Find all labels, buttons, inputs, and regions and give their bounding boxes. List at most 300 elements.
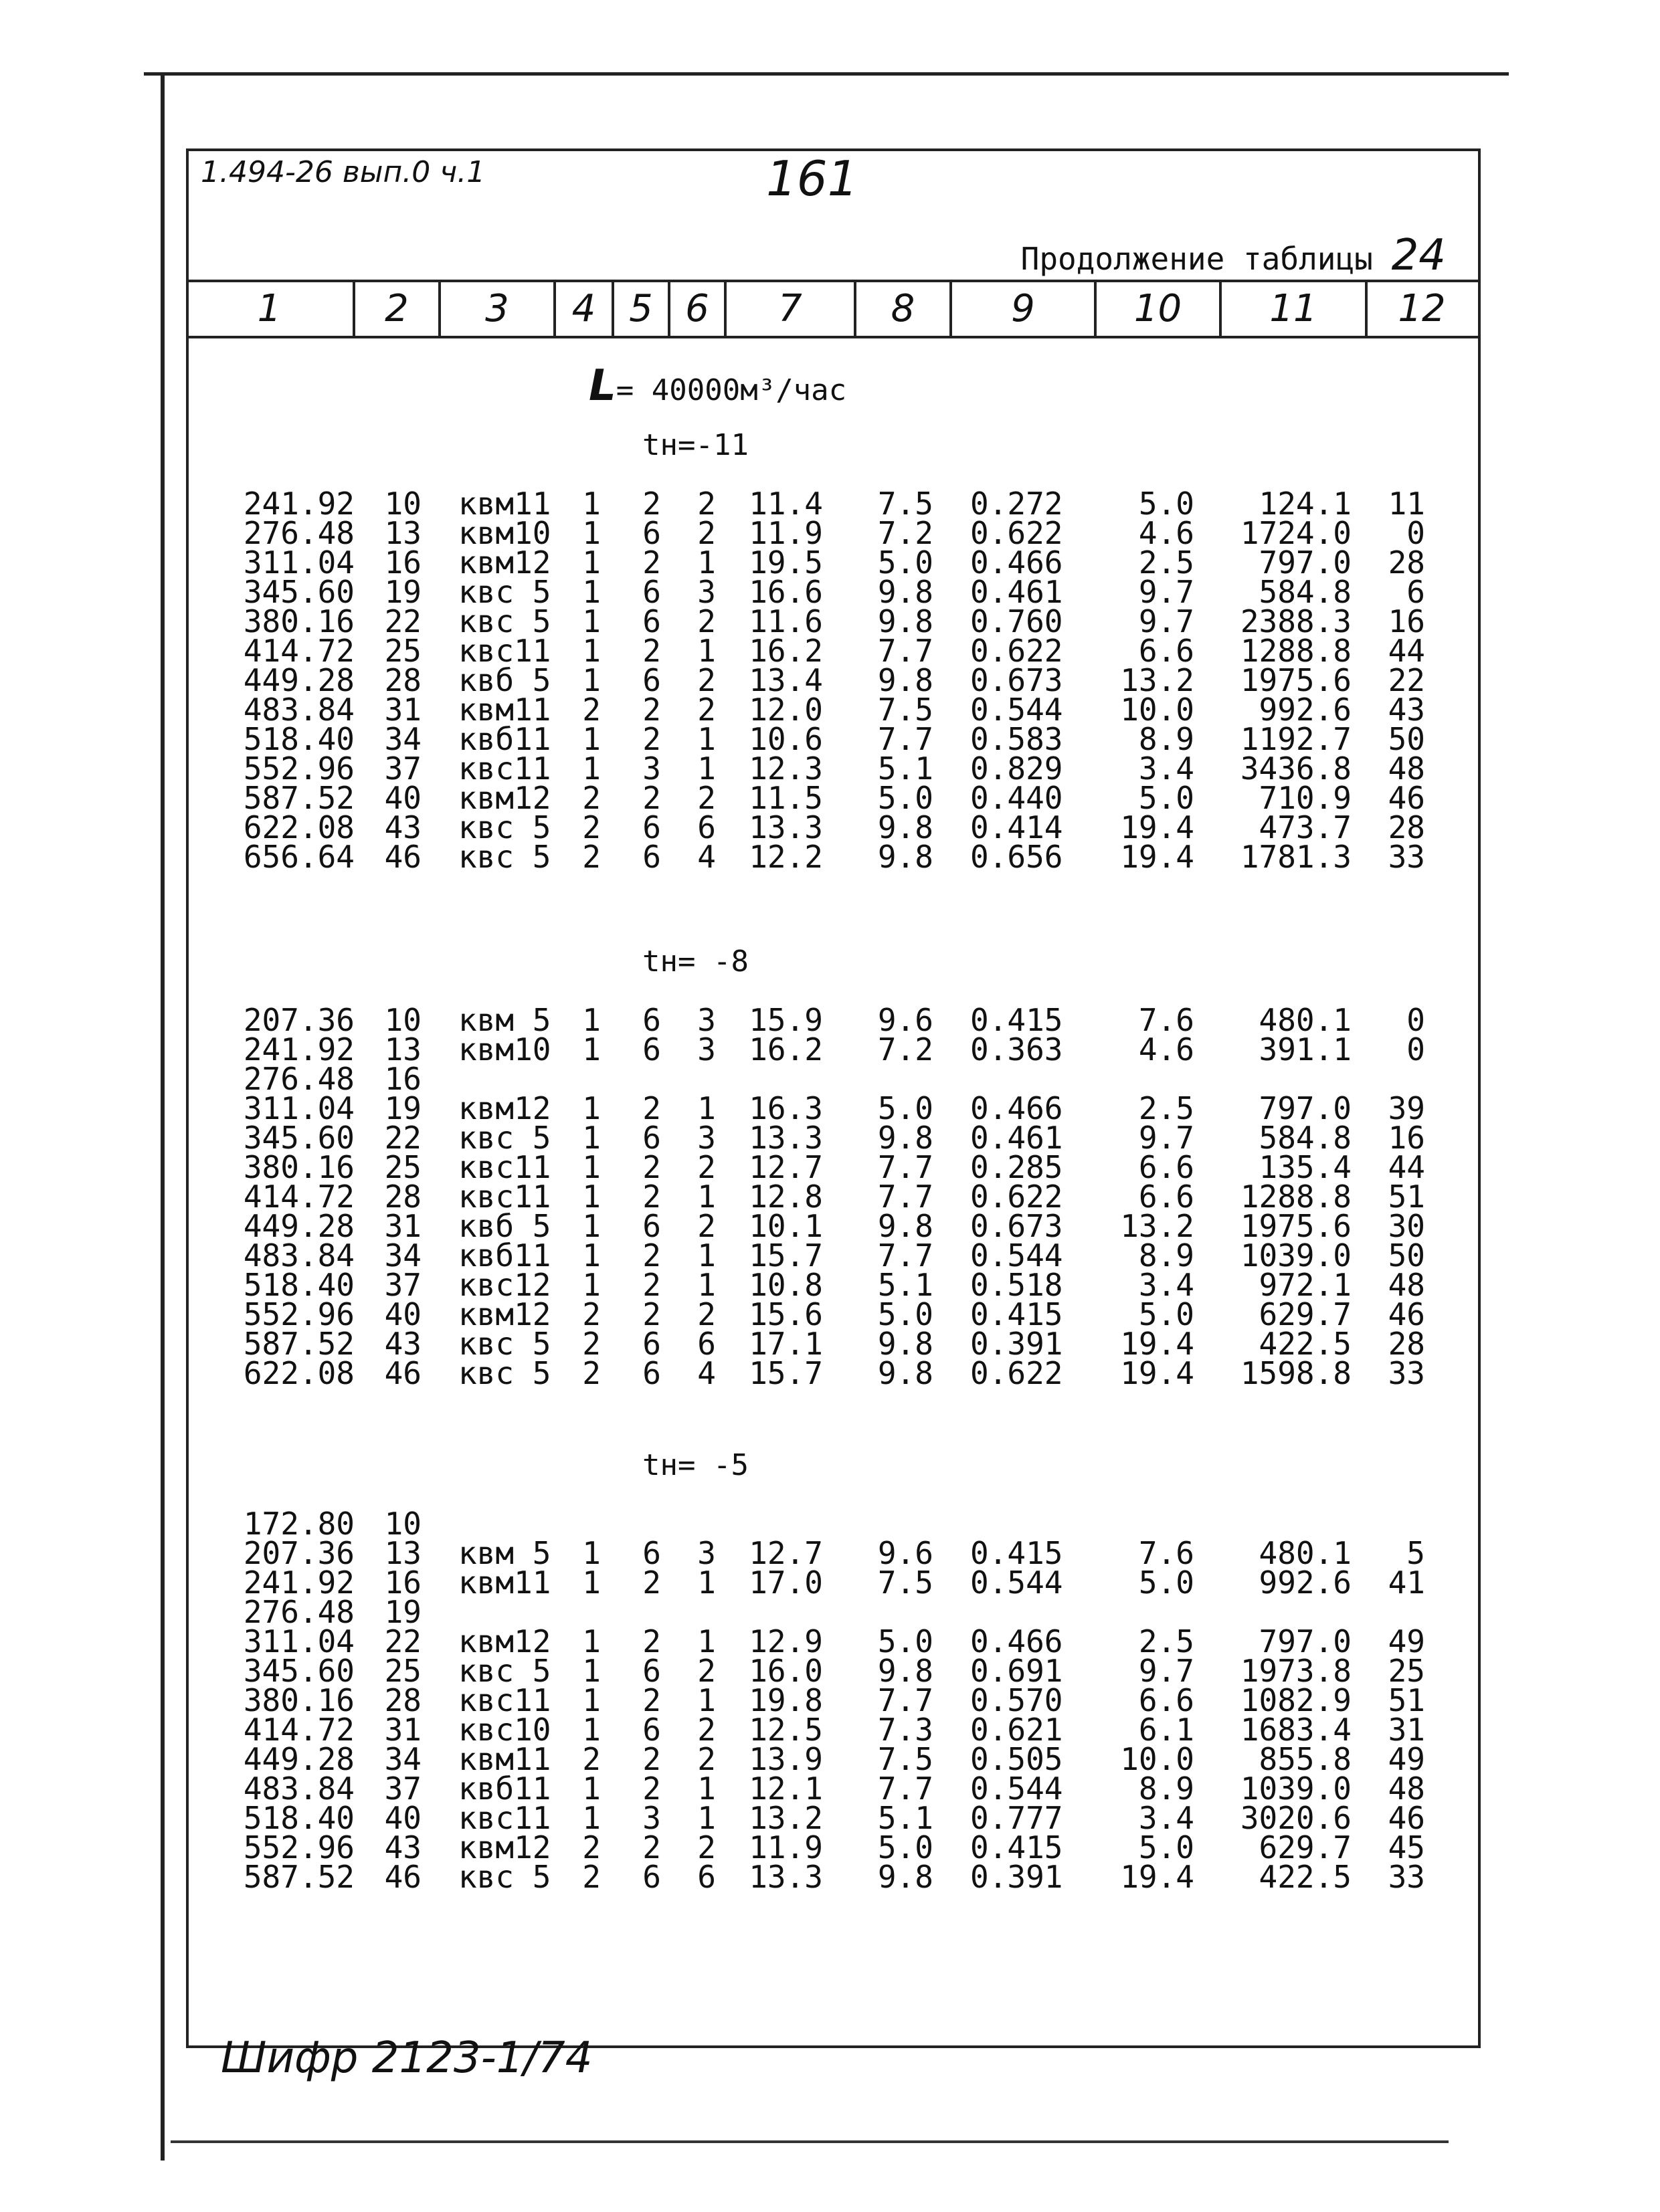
table-cell-col-2: 16	[384, 1565, 422, 1601]
table-cell-col-8: 9.8	[877, 1208, 933, 1244]
table-cell-col-10: 3.4	[1138, 1800, 1194, 1836]
table-cell-col-6: 2	[697, 662, 716, 698]
table-cell-col-7: 16.0	[749, 1653, 823, 1689]
table-cell-col-3: квб 5	[458, 1208, 551, 1244]
table-cell-col-6: 2	[697, 1149, 716, 1185]
table-cell-col-2: 19	[384, 1090, 422, 1126]
table-cell-col-3: квм10	[458, 515, 551, 551]
continuation-caption	[1021, 231, 1446, 280]
table-cell-col-9: 0.415	[970, 1002, 1063, 1038]
table-cell-col-12: 45	[1388, 1829, 1425, 1866]
table-cell-col-8: 7.2	[877, 515, 933, 551]
table-cell-col-10: 6.6	[1138, 1179, 1194, 1215]
table-cell-col-11: 1973.8	[1240, 1653, 1352, 1689]
table-cell-col-7: 19.8	[749, 1682, 823, 1718]
table-cell-col-10: 9.7	[1138, 603, 1194, 639]
table-cell-col-3: квс 5	[458, 1859, 551, 1895]
table-cell-col-6: 3	[697, 574, 716, 610]
table-cell-col-3: квс 5	[458, 574, 551, 610]
table-title	[589, 361, 846, 411]
table-cell-col-8: 7.7	[877, 1179, 933, 1215]
table-cell-col-6: 3	[697, 1535, 716, 1571]
table-cell-col-12: 41	[1388, 1565, 1425, 1601]
table-cell-col-12: 30	[1388, 1208, 1425, 1244]
table-cell-col-7: 16.2	[749, 633, 823, 669]
table-cell-col-6: 1	[697, 1623, 716, 1660]
table-cell-col-11: 391.1	[1259, 1031, 1352, 1068]
table-cell-col-6: 2	[697, 486, 716, 522]
table-cell-col-6: 6	[697, 1859, 716, 1895]
table-cell-col-12: 43	[1388, 692, 1425, 728]
table-cell-col-3: квм11	[458, 1565, 551, 1601]
table-cell-col-3: квс10	[458, 1712, 551, 1748]
table-cell-col-9: 0.544	[970, 1237, 1063, 1274]
table-cell-col-2: 46	[384, 1355, 422, 1391]
table-cell-col-1: 587.52	[243, 1326, 355, 1362]
table-cell-col-7: 10.6	[749, 721, 823, 757]
table-cell-col-12: 49	[1388, 1741, 1425, 1777]
table-cell-col-10: 6.6	[1138, 633, 1194, 669]
table-cell-col-1: 380.16	[243, 603, 355, 639]
header-col-3: 3	[441, 282, 556, 336]
table-cell-col-5: 2	[642, 721, 661, 757]
table-cell-col-11: 2388.3	[1240, 603, 1352, 639]
table-cell-col-2: 22	[384, 1623, 422, 1660]
table-cell-col-4: 1	[582, 574, 601, 610]
table-cell-col-5: 2	[642, 1771, 661, 1807]
table-cell-col-5: 6	[642, 839, 661, 875]
table-cell-col-11: 797.0	[1259, 544, 1352, 581]
table-cell-col-11: 992.6	[1259, 1565, 1352, 1601]
table-cell-col-1: 276.48	[243, 515, 355, 551]
table-cell-col-9: 0.272	[970, 486, 1063, 522]
table-cell-col-1: 241.92	[243, 1565, 355, 1601]
table-cell-col-6: 3	[697, 1031, 716, 1068]
table-cell-col-6: 1	[697, 544, 716, 581]
table-cell-col-5: 6	[642, 574, 661, 610]
table-cell-col-9: 0.673	[970, 1208, 1063, 1244]
table-cell-col-7: 12.5	[749, 1712, 823, 1748]
table-cell-col-9: 0.691	[970, 1653, 1063, 1689]
table-cell-col-8: 7.3	[877, 1712, 933, 1748]
table-cell-col-5: 6	[642, 1002, 661, 1038]
table-cell-col-1: 449.28	[243, 1208, 355, 1244]
table-cell-col-2: 10	[384, 1506, 422, 1542]
table-cell-col-4: 1	[582, 1090, 601, 1126]
table-cell-col-10: 8.9	[1138, 1237, 1194, 1274]
table-cell-col-11: 473.7	[1259, 809, 1352, 845]
table-row	[0, 1859, 1660, 1895]
table-cell-col-4: 1	[582, 1149, 601, 1185]
table-cell-col-4: 1	[582, 750, 601, 787]
table-cell-col-1: 552.96	[243, 1296, 355, 1332]
table-cell-col-12: 31	[1388, 1712, 1425, 1748]
table-row	[0, 1355, 1660, 1391]
table-cell-col-3: квм12	[458, 1829, 551, 1866]
table-cell-col-10: 5.0	[1138, 780, 1194, 816]
table-cell-col-5: 6	[642, 809, 661, 845]
table-cell-col-11: 584.8	[1259, 1120, 1352, 1156]
table-cell-col-9: 0.505	[970, 1741, 1063, 1777]
table-cell-col-4: 1	[582, 1179, 601, 1215]
table-cell-col-9: 0.415	[970, 1829, 1063, 1866]
table-cell-col-7: 11.6	[749, 603, 823, 639]
table-cell-col-2: 28	[384, 662, 422, 698]
table-cell-col-8: 7.5	[877, 692, 933, 728]
table-cell-col-9: 0.656	[970, 839, 1063, 875]
table-cell-col-4: 1	[582, 1031, 601, 1068]
table-cell-col-8: 5.0	[877, 780, 933, 816]
table-cell-col-1: 414.72	[243, 633, 355, 669]
table-cell-col-11: 855.8	[1259, 1741, 1352, 1777]
table-cell-col-5: 6	[642, 603, 661, 639]
table-cell-col-1: 345.60	[243, 574, 355, 610]
table-cell-col-5: 2	[642, 1179, 661, 1215]
table-cell-col-4: 1	[582, 1208, 601, 1244]
table-cell-col-8: 9.8	[877, 1326, 933, 1362]
table-cell-col-7: 15.7	[749, 1355, 823, 1391]
table-cell-col-3: квс 5	[458, 1653, 551, 1689]
table-cell-col-3: квб11	[458, 1771, 551, 1807]
table-cell-col-4: 1	[582, 721, 601, 757]
table-cell-col-5: 2	[642, 486, 661, 522]
table-cell-col-2: 37	[384, 1771, 422, 1807]
table-cell-col-6: 2	[697, 1208, 716, 1244]
table-cell-col-2: 16	[384, 544, 422, 581]
table-cell-col-12: 46	[1388, 1800, 1425, 1836]
table-cell-col-12: 50	[1388, 721, 1425, 757]
table-cell-col-11: 3020.6	[1240, 1800, 1352, 1836]
table-cell-col-6: 1	[697, 1267, 716, 1303]
table-cell-col-5: 6	[642, 1031, 661, 1068]
table-cell-col-1: 311.04	[243, 544, 355, 581]
table-cell-col-9: 0.544	[970, 1565, 1063, 1601]
table-cell-col-4: 2	[582, 809, 601, 845]
table-cell-col-4: 1	[582, 1120, 601, 1156]
table-cell-col-4: 2	[582, 1326, 601, 1362]
table-cell-col-10: 10.0	[1120, 1741, 1194, 1777]
table-cell-col-12: 16	[1388, 603, 1425, 639]
table-cell-col-4: 2	[582, 1859, 601, 1895]
flow-symbol: L	[589, 361, 616, 411]
table-cell-col-3: квс 5	[458, 839, 551, 875]
table-cell-col-8: 7.5	[877, 486, 933, 522]
table-cell-col-2: 16	[384, 1061, 422, 1097]
table-cell-col-9: 0.622	[970, 1355, 1063, 1391]
header-col-9: 9	[952, 282, 1097, 336]
document-reference-stamp: 1.494-26 вып.0 ч.1	[201, 155, 486, 189]
table-cell-col-12: 50	[1388, 1237, 1425, 1274]
table-cell-col-4: 1	[582, 1623, 601, 1660]
table-cell-col-12: 25	[1388, 1653, 1425, 1689]
table-cell-col-3: квм11	[458, 692, 551, 728]
table-cell-col-11: 1975.6	[1240, 1208, 1352, 1244]
table-cell-col-8: 9.8	[877, 662, 933, 698]
table-cell-col-11: 1288.8	[1240, 633, 1352, 669]
table-cell-col-10: 13.2	[1120, 662, 1194, 698]
table-cell-col-6: 2	[697, 1653, 716, 1689]
table-cell-col-9: 0.461	[970, 1120, 1063, 1156]
table-cell-col-2: 13	[384, 515, 422, 551]
table-cell-col-5: 2	[642, 780, 661, 816]
table-cell-col-2: 40	[384, 1296, 422, 1332]
table-cell-col-8: 5.1	[877, 750, 933, 787]
table-cell-col-9: 0.363	[970, 1031, 1063, 1068]
table-cell-col-11: 1598.8	[1240, 1355, 1352, 1391]
table-cell-col-10: 5.0	[1138, 1565, 1194, 1601]
table-cell-col-5: 2	[642, 1741, 661, 1777]
table-cell-col-7: 13.3	[749, 1120, 823, 1156]
table-cell-col-6: 1	[697, 1179, 716, 1215]
table-cell-col-6: 1	[697, 1682, 716, 1718]
table-cell-col-2: 40	[384, 1800, 422, 1836]
table-cell-col-3: квм 5	[458, 1535, 551, 1571]
table-cell-col-10: 19.4	[1120, 1355, 1194, 1391]
table-cell-col-2: 37	[384, 1267, 422, 1303]
table-cell-col-8: 7.7	[877, 1237, 933, 1274]
table-cell-col-1: 345.60	[243, 1653, 355, 1689]
table-cell-col-10: 9.7	[1138, 1120, 1194, 1156]
table-cell-col-4: 2	[582, 1829, 601, 1866]
table-cell-col-10: 5.0	[1138, 1829, 1194, 1866]
table-cell-col-2: 37	[384, 750, 422, 787]
table-cell-col-8: 5.1	[877, 1800, 933, 1836]
table-cell-col-7: 17.1	[749, 1326, 823, 1362]
table-cell-col-7: 10.8	[749, 1267, 823, 1303]
table-cell-col-1: 345.60	[243, 1120, 355, 1156]
section-label: tн= -5	[642, 1448, 749, 1482]
table-cell-col-4: 1	[582, 1002, 601, 1038]
table-cell-col-3: квм12	[458, 780, 551, 816]
table-cell-col-3: квб 5	[458, 662, 551, 698]
table-cell-col-7: 13.4	[749, 662, 823, 698]
table-cell-col-3: квс11	[458, 633, 551, 669]
table-cell-col-9: 0.570	[970, 1682, 1063, 1718]
table-cell-col-6: 6	[697, 1326, 716, 1362]
table-cell-col-6: 1	[697, 1771, 716, 1807]
table-cell-col-5: 3	[642, 1800, 661, 1836]
table-cell-col-7: 12.3	[749, 750, 823, 787]
page-number: 161	[766, 150, 858, 207]
table-cell-col-10: 9.7	[1138, 1653, 1194, 1689]
table-cell-col-1: 483.84	[243, 1771, 355, 1807]
table-cell-col-5: 6	[642, 1712, 661, 1748]
table-cell-col-7: 16.2	[749, 1031, 823, 1068]
table-cell-col-11: 422.5	[1259, 1326, 1352, 1362]
table-cell-col-9: 0.622	[970, 633, 1063, 669]
table-cell-col-5: 6	[642, 1653, 661, 1689]
table-cell-col-4: 1	[582, 633, 601, 669]
table-cell-col-2: 40	[384, 780, 422, 816]
table-cell-col-2: 13	[384, 1535, 422, 1571]
table-cell-col-1: 518.40	[243, 1267, 355, 1303]
table-cell-col-12: 16	[1388, 1120, 1425, 1156]
table-cell-col-9: 0.673	[970, 662, 1063, 698]
table-cell-col-4: 1	[582, 1535, 601, 1571]
header-col-10: 10	[1097, 282, 1222, 336]
table-cell-col-1: 518.40	[243, 1800, 355, 1836]
table-cell-col-9: 0.518	[970, 1267, 1063, 1303]
table-cell-col-10: 5.0	[1138, 1296, 1194, 1332]
table-cell-col-9: 0.777	[970, 1800, 1063, 1836]
table-cell-col-9: 0.461	[970, 574, 1063, 610]
table-cell-col-9: 0.621	[970, 1712, 1063, 1748]
table-cell-col-2: 43	[384, 1326, 422, 1362]
table-cell-col-8: 7.5	[877, 1565, 933, 1601]
table-cell-col-1: 622.08	[243, 1355, 355, 1391]
table-cell-col-1: 311.04	[243, 1623, 355, 1660]
table-cell-col-4: 1	[582, 1682, 601, 1718]
table-cell-col-1: 414.72	[243, 1712, 355, 1748]
table-cell-col-3: квс11	[458, 1800, 551, 1836]
table-cell-col-6: 2	[697, 1712, 716, 1748]
table-cell-col-10: 7.6	[1138, 1535, 1194, 1571]
table-cell-col-1: 552.96	[243, 750, 355, 787]
table-cell-col-4: 1	[582, 1771, 601, 1807]
table-cell-col-8: 9.8	[877, 809, 933, 845]
table-cell-col-10: 2.5	[1138, 1623, 1194, 1660]
table-cell-col-7: 12.7	[749, 1535, 823, 1571]
table-cell-col-9: 0.285	[970, 1149, 1063, 1185]
table-cell-col-12: 6	[1406, 574, 1425, 610]
table-cell-col-3: квс11	[458, 1149, 551, 1185]
table-cell-col-4: 2	[582, 692, 601, 728]
table-cell-col-4: 1	[582, 1712, 601, 1748]
table-cell-col-8: 5.1	[877, 1267, 933, 1303]
table-cell-col-2: 19	[384, 574, 422, 610]
table-cell-col-8: 9.8	[877, 574, 933, 610]
table-cell-col-11: 629.7	[1259, 1296, 1352, 1332]
table-cell-col-6: 3	[697, 1120, 716, 1156]
table-cell-col-2: 46	[384, 839, 422, 875]
table-cell-col-8: 7.7	[877, 633, 933, 669]
table-cell-col-5: 2	[642, 544, 661, 581]
table-cell-col-6: 2	[697, 780, 716, 816]
table-cell-col-8: 5.0	[877, 544, 933, 581]
table-cell-col-10: 2.5	[1138, 1090, 1194, 1126]
table-cell-col-2: 10	[384, 486, 422, 522]
table-cell-col-1: 241.92	[243, 486, 355, 522]
flow-value: = 40000м³/час	[616, 373, 847, 407]
table-cell-col-12: 28	[1388, 544, 1425, 581]
header-col-8: 8	[856, 282, 952, 336]
table-cell-col-6: 2	[697, 1741, 716, 1777]
table-cell-col-8: 5.0	[877, 1090, 933, 1126]
table-cell-col-2: 34	[384, 1741, 422, 1777]
table-cell-col-7: 11.5	[749, 780, 823, 816]
table-cell-col-5: 6	[642, 1535, 661, 1571]
table-cell-col-3: квб11	[458, 721, 551, 757]
table-cell-col-8: 7.7	[877, 1771, 933, 1807]
table-cell-col-10: 7.6	[1138, 1002, 1194, 1038]
table-cell-col-11: 1192.7	[1240, 721, 1352, 757]
table-cell-col-11: 1683.4	[1240, 1712, 1352, 1748]
table-cell-col-11: 1288.8	[1240, 1179, 1352, 1215]
table-cell-col-2: 43	[384, 809, 422, 845]
table-cell-col-2: 13	[384, 1031, 422, 1068]
table-cell-col-8: 7.7	[877, 721, 933, 757]
table-cell-col-8: 9.8	[877, 1859, 933, 1895]
table-cell-col-2: 25	[384, 1149, 422, 1185]
table-cell-col-7: 12.9	[749, 1623, 823, 1660]
table-cell-col-9: 0.544	[970, 1771, 1063, 1807]
table-cell-col-3: квм11	[458, 1741, 551, 1777]
table-cell-col-9: 0.415	[970, 1535, 1063, 1571]
table-cell-col-7: 13.2	[749, 1800, 823, 1836]
table-cell-col-6: 4	[697, 1355, 716, 1391]
table-cell-col-3: квс 5	[458, 603, 551, 639]
table-cell-col-11: 1975.6	[1240, 662, 1352, 698]
table-cell-col-1: 622.08	[243, 809, 355, 845]
table-cell-col-2: 34	[384, 1237, 422, 1274]
table-cell-col-5: 6	[642, 515, 661, 551]
table-cell-col-3: квс 5	[458, 809, 551, 845]
table-cell-col-10: 5.0	[1138, 486, 1194, 522]
table-cell-col-7: 12.0	[749, 692, 823, 728]
table-cell-col-7: 10.1	[749, 1208, 823, 1244]
table-cell-col-4: 1	[582, 544, 601, 581]
table-cell-col-3: квм11	[458, 486, 551, 522]
table-cell-col-12: 0	[1406, 1031, 1425, 1068]
table-cell-col-3: квс 5	[458, 1355, 551, 1391]
table-cell-col-5: 6	[642, 1355, 661, 1391]
table-cell-col-11: 797.0	[1259, 1623, 1352, 1660]
table-cell-col-1: 587.52	[243, 780, 355, 816]
table-cell-col-4: 1	[582, 1237, 601, 1274]
table-cell-col-11: 584.8	[1259, 574, 1352, 610]
table-cell-col-11: 797.0	[1259, 1090, 1352, 1126]
table-cell-col-9: 0.391	[970, 1859, 1063, 1895]
table-cell-col-7: 15.7	[749, 1237, 823, 1274]
table-cell-col-10: 9.7	[1138, 574, 1194, 610]
table-cell-col-7: 17.0	[749, 1565, 823, 1601]
table-cell-col-9: 0.466	[970, 1090, 1063, 1126]
table-cell-col-1: 483.84	[243, 1237, 355, 1274]
outer-border-bottom	[171, 2140, 1449, 2143]
table-cell-col-3: квм12	[458, 544, 551, 581]
table-cell-col-2: 10	[384, 1002, 422, 1038]
table-cell-col-11: 629.7	[1259, 1829, 1352, 1866]
table-cell-col-5: 2	[642, 1149, 661, 1185]
table-cell-col-1: 276.48	[243, 1061, 355, 1097]
table-cell-col-1: 172.80	[243, 1506, 355, 1542]
table-cell-col-7: 19.5	[749, 544, 823, 581]
table-cell-col-9: 0.622	[970, 1179, 1063, 1215]
table-cell-col-9: 0.622	[970, 515, 1063, 551]
table-cell-col-6: 1	[697, 1800, 716, 1836]
table-cell-col-10: 19.4	[1120, 839, 1194, 875]
table-cell-col-2: 46	[384, 1859, 422, 1895]
table-cell-col-2: 22	[384, 1120, 422, 1156]
table-cell-col-12: 48	[1388, 1267, 1425, 1303]
table-cell-col-7: 12.1	[749, 1771, 823, 1807]
table-cell-col-5: 6	[642, 662, 661, 698]
table-number: 24	[1391, 231, 1446, 280]
table-cell-col-4: 1	[582, 1653, 601, 1689]
table-cell-col-5: 2	[642, 1237, 661, 1274]
table-cell-col-11: 480.1	[1259, 1002, 1352, 1038]
table-cell-col-12: 51	[1388, 1682, 1425, 1718]
table-cell-col-8: 5.0	[877, 1829, 933, 1866]
table-cell-col-1: 380.16	[243, 1149, 355, 1185]
table-cell-col-10: 2.5	[1138, 544, 1194, 581]
table-cell-col-3: квс12	[458, 1267, 551, 1303]
table-cell-col-6: 2	[697, 692, 716, 728]
table-cell-col-1: 518.40	[243, 721, 355, 757]
table-cell-col-1: 414.72	[243, 1179, 355, 1215]
table-cell-col-8: 9.8	[877, 1653, 933, 1689]
table-cell-col-3: квм 5	[458, 1002, 551, 1038]
